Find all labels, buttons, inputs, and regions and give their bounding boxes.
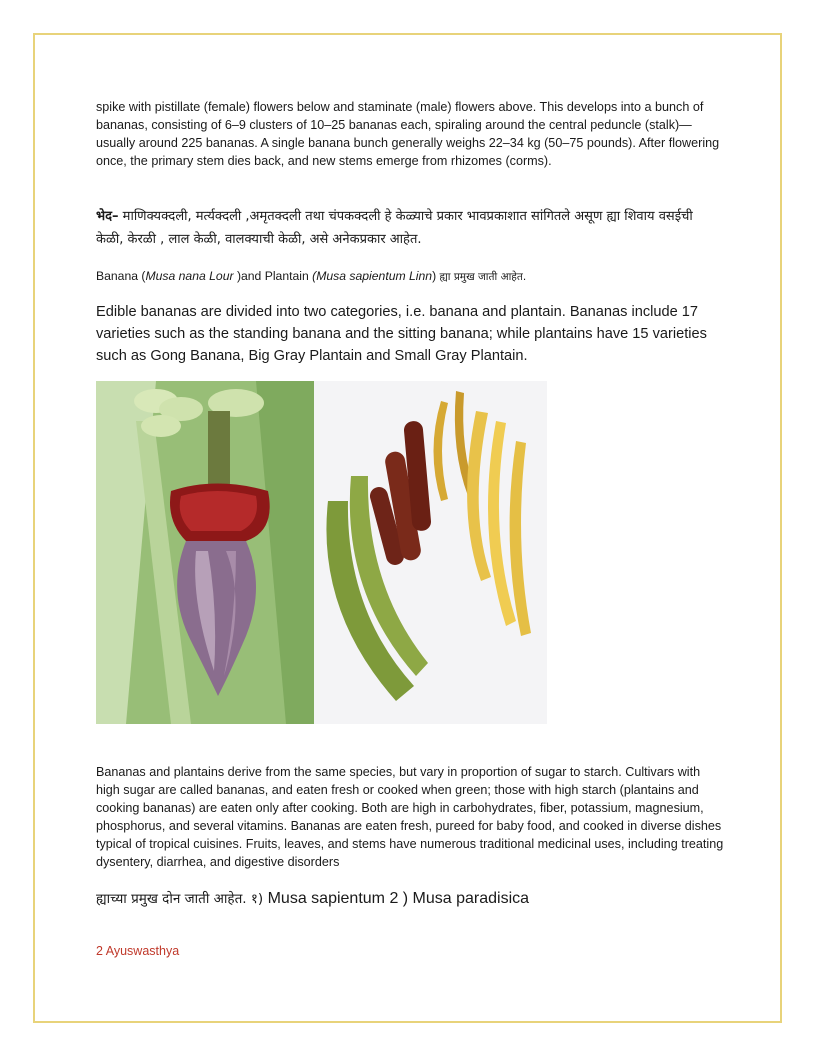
page-footer: 2 Ayuswasthya	[96, 944, 180, 958]
banana-photos	[96, 381, 547, 724]
banana-flower-photo	[96, 381, 314, 724]
types-paragraph	[96, 205, 724, 251]
main-species-deva: ह्याच्या प्रमुख दोन जाती आहेत. १)	[96, 891, 264, 907]
types-heading: भेद–	[96, 209, 119, 224]
species-text-b: )and Plantain	[236, 269, 313, 283]
main-species-latin: Musa sapientum 2 ) Musa paradisica	[263, 890, 530, 907]
species-text-deva: ह्या प्रमुख जाती आहेत.	[439, 271, 527, 283]
types-text: माणिक्यक्दली, मर्त्यक्दली ,अमृतक्दली तथा चंपकक्दली हे केळ्याचे प्रकार भावप्रकाशात सांगितले असूण ह्या शिवाय वसईची केळी, केरळी , लाल केळी, वालक्याची केळी, असे अनेकप्रकार आहेत.	[96, 209, 693, 247]
banana-latin-name: Musa nana Lour	[145, 269, 237, 283]
plantain-latin-name: (Musa sapientum Linn	[312, 269, 433, 283]
species-text-c: )	[432, 269, 440, 283]
banana-figure	[96, 381, 547, 724]
comparison-paragraph: Bananas and plantains derive from the same species, but vary in proportion of sugar to starch. Cultivars with high sugar are called bananas, and eaten fresh or cooked when green; those with high starch (plantains and cooking bananas) are eaten only after cooking. Both are high in carbohydrates, fiber, potassium, magnesium, phosphorus, and several vitamins. Bananas are eaten fresh, pureed for baby food, and cooked in diverse dishes typical of tropical cuisines. Fruits, leaves, and stems have numerous traditional medicinal uses, including treating dysentery, diarrhea, and digestive disorders	[96, 765, 724, 869]
edible-paragraph: Edible bananas are divided into two categories, i.e. banana and plantain. Bananas include 17 varieties such as the standing banana and the sitting banana; while plantains have 15 varieties such as Gong Banana, Big Gray Plantain and Small Gray Plantain.	[96, 304, 707, 364]
species-text-a: Banana (	[96, 269, 146, 283]
species-line	[96, 267, 724, 286]
intro-paragraph: spike with pistillate (female) flowers below and staminate (male) flowers above. This develops into a bunch of bananas, consisting of 6–9 clusters of 10–25 bananas each, spiraling around the central peduncle (stalk)—usually around 225 bananas. A single banana bunch generally weighs 22–34 kg (50–75 pounds). After flowering once, the primary stem dies back, and new stems emerge from rhizomes (corms).	[96, 100, 720, 168]
main-species-line	[96, 887, 724, 911]
banana-varieties-photo	[314, 381, 547, 724]
